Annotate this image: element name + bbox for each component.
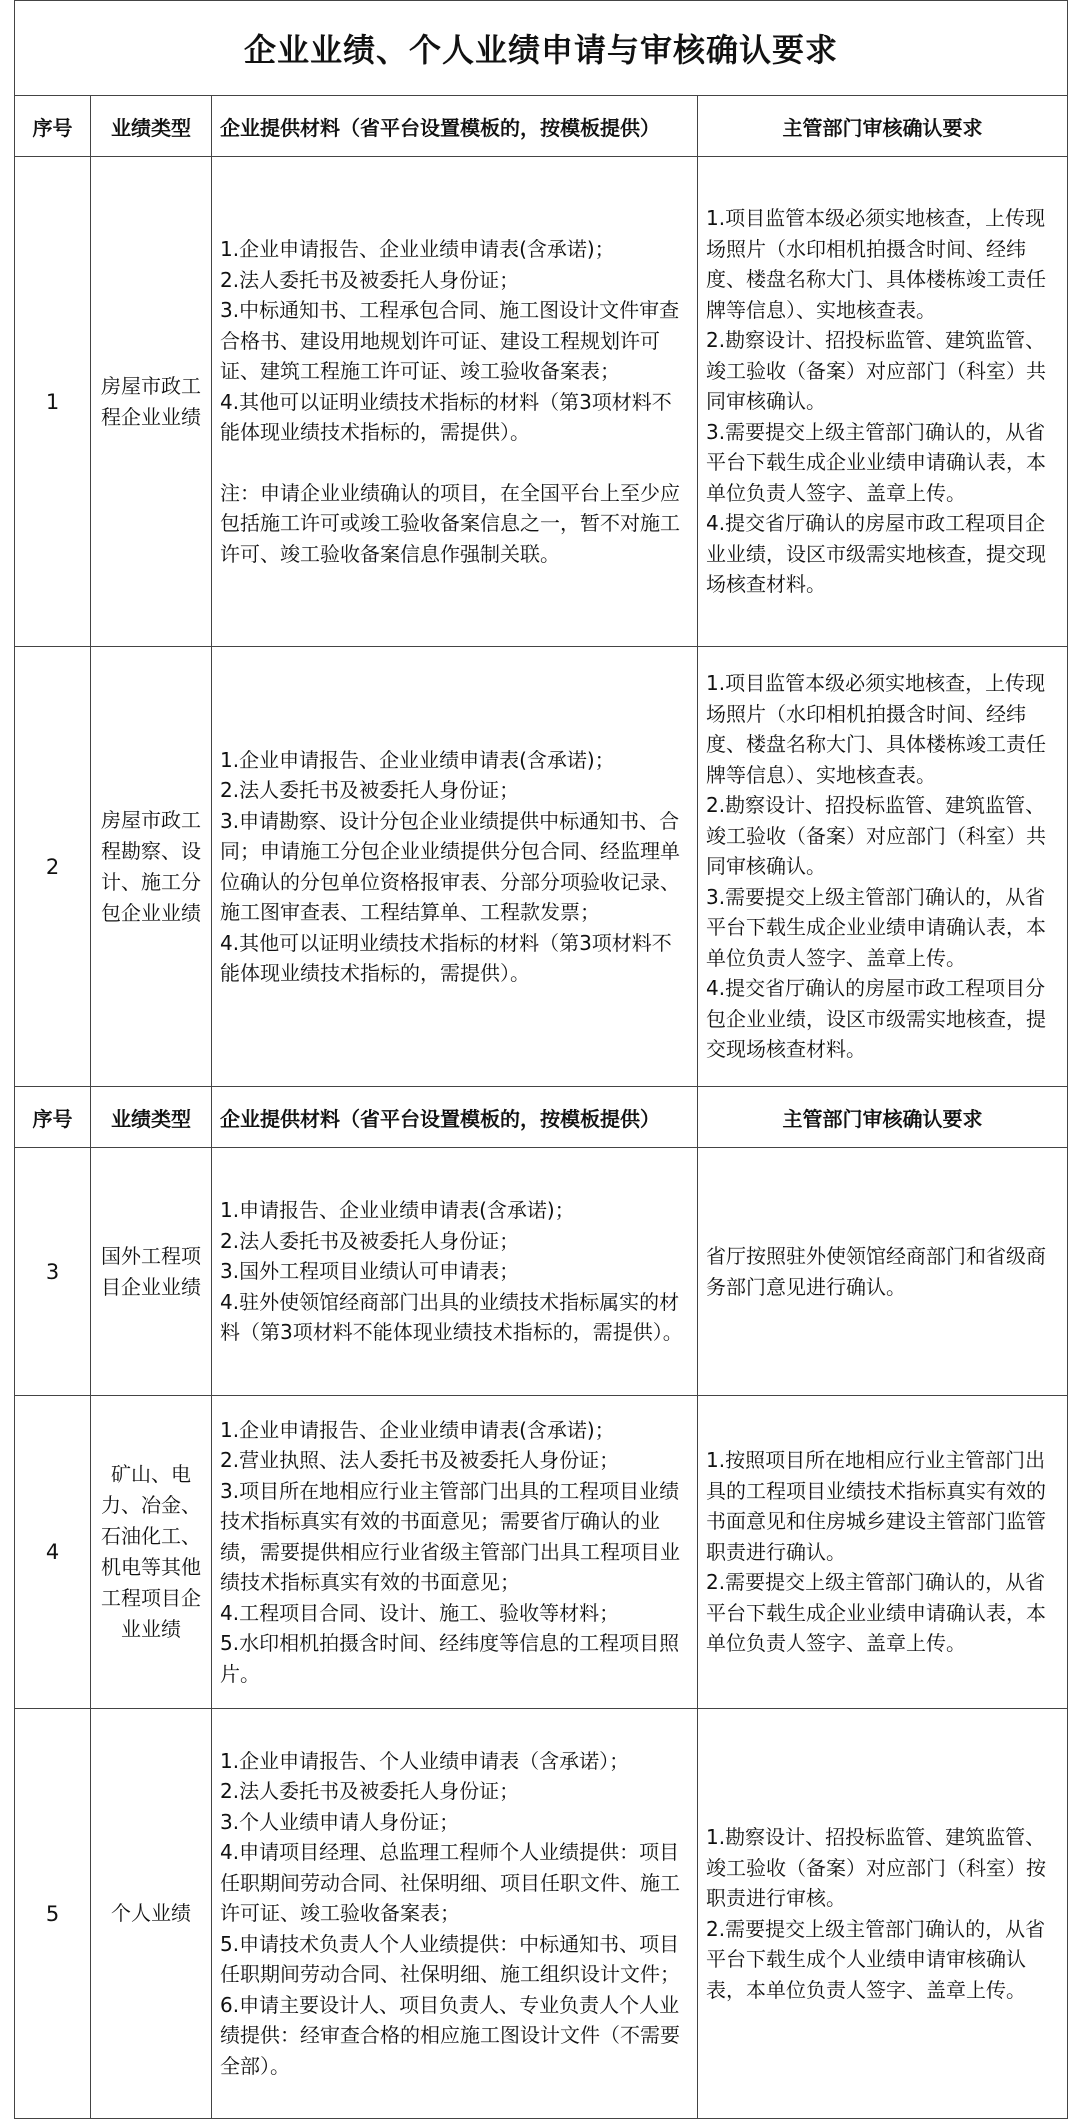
- table-row-2: [15, 647, 1068, 1087]
- material-item: 3.国外工程项目业绩认可申请表；: [220, 1259, 520, 1284]
- table-row-3: [15, 1148, 1068, 1396]
- material-item: 1.企业申请报告、企业业绩申请表(含承诺)；: [220, 747, 615, 772]
- material-item: 2.法人委托书及被委托人身份证；: [220, 267, 520, 292]
- material-item: 4.其他可以证明业绩技术指标的材料（第3项材料不能体现业绩技术指标的，需提供）。: [220, 930, 672, 985]
- row-materials: [212, 157, 698, 647]
- header-seq: 序号: [15, 96, 91, 157]
- table-row-5: [15, 1709, 1068, 2119]
- review-item: 2.勘察设计、招投标监管、建筑监管、竣工验收（备案）对应部门（科室）共同审核确认。: [706, 328, 1046, 414]
- material-item: 4.其他可以证明业绩技术指标的材料（第3项材料不能体现业绩技术指标的，需提供）。: [220, 389, 672, 444]
- row-seq: 2: [15, 647, 91, 1087]
- row-materials: [212, 647, 698, 1087]
- title-row: [15, 1, 1068, 96]
- header-row: [15, 96, 1068, 157]
- material-item: 1.企业申请报告、企业业绩申请表(含承诺)；: [220, 237, 615, 261]
- review-item: 省厅按照驻外使领馆经商部门和省级商务部门意见进行确认。: [706, 1244, 1046, 1299]
- page-title: 企业业绩、个人业绩申请与审核确认要求: [15, 1, 1068, 96]
- row-materials: [212, 1148, 698, 1396]
- row-review: [698, 1709, 1068, 2119]
- header-materials: 企业提供材料（省平台设置模板的，按模板提供）: [212, 1087, 698, 1148]
- material-item: 4.驻外使领馆经商部门出具的业绩技术指标属实的材料（第3项材料不能体现业绩技术指标的，需提供）。: [220, 1289, 683, 1345]
- row-type: 国外工程项目企业业绩: [91, 1148, 212, 1396]
- material-item: 2.法人委托书及被委托人身份证；: [220, 778, 520, 802]
- requirements-table: [14, 0, 1068, 2119]
- header-seq: 序号: [15, 1087, 91, 1148]
- row-materials: [212, 1709, 698, 2119]
- row-review: [698, 1148, 1068, 1396]
- row-review: [698, 1396, 1068, 1709]
- material-item: 1.企业申请报告、个人业绩申请表（含承诺）；: [220, 1748, 630, 1773]
- review-item: 1.项目监管本级必须实地核查，上传现场照片（水印相机拍摄含时间、经纬度、楼盘名称大门、具体楼栋竣工责任牌等信息）、实地核查表。: [706, 671, 1046, 787]
- material-item: 4.工程项目合同、设计、施工、验收等材料；: [220, 1600, 620, 1625]
- material-item: 5.申请技术负责人个人业绩提供：中标通知书、项目任职期间劳动合同、社保明细、施工组织设计文件；: [220, 1931, 680, 1987]
- header-type: 业绩类型: [91, 96, 212, 157]
- header-review: 主管部门审核确认要求: [698, 1087, 1068, 1148]
- material-item: 2.法人委托书及被委托人身份证；: [220, 1779, 520, 1804]
- document-sheet: [14, 0, 1067, 2119]
- review-item: 3.需要提交上级主管部门确认的，从省平台下载生成企业业绩申请确认表，本单位负责人签字、盖章上传。: [706, 419, 1046, 505]
- row-type: 矿山、电力、冶金、石油化工、机电等其他工程项目企业业绩: [91, 1396, 212, 1709]
- material-item: 1.申请报告、企业业绩申请表(含承诺)；: [220, 1198, 575, 1223]
- review-item: 2.需要提交上级主管部门确认的，从省平台下载生成企业业绩申请确认表，本单位负责人签字、盖章上传。: [706, 1570, 1046, 1656]
- material-item: 4.申请项目经理、总监理工程师个人业绩提供：项目任职期间劳动合同、社保明细、项目任职文件、施工许可证、竣工验收备案表；: [220, 1840, 680, 1926]
- material-note: 注：申请企业业绩确认的项目，在全国平台上至少应包括施工许可或竣工验收备案信息之一，暂不对施工许可、竣工验收备案信息作强制关联。: [220, 480, 680, 566]
- header-materials: 企业提供材料（省平台设置模板的，按模板提供）: [212, 96, 698, 157]
- row-review: [698, 647, 1068, 1087]
- header-row-repeat: [15, 1087, 1068, 1148]
- material-item: 2.法人委托书及被委托人身份证；: [220, 1228, 520, 1253]
- review-item: 2.需要提交上级主管部门确认的，从省平台下载生成个人业绩申请审核确认表，本单位负责人签字、盖章上传。: [706, 1916, 1046, 2002]
- material-item: 6.申请主要设计人、项目负责人、专业负责人个人业绩提供：经审查合格的相应施工图设计文件（不需要全部）。: [220, 1992, 680, 2078]
- review-item: 2.勘察设计、招投标监管、建筑监管、竣工验收（备案）对应部门（科室）共同审核确认。: [706, 793, 1046, 879]
- review-item: 4.提交省厅确认的房屋市政工程项目分包企业业绩，设区市级需实地核查，提交现场核查材料。: [706, 976, 1046, 1062]
- material-item: 1.企业申请报告、企业业绩申请表(含承诺)；: [220, 1417, 615, 1442]
- row-review: [698, 157, 1068, 647]
- row-seq: 5: [15, 1709, 91, 2119]
- row-materials: [212, 1396, 698, 1709]
- row-seq: 3: [15, 1148, 91, 1396]
- material-item: 3.申请勘察、设计分包企业业绩提供中标通知书、合同；申请施工分包企业业绩提供分包合同、经监理单位确认的分包单位资格报审表、分部分项验收记录、施工图审查表、工程结算单、工程款发票；: [220, 808, 680, 924]
- table-row-1: [15, 157, 1068, 647]
- material-item: 3.项目所在地相应行业主管部门出具的工程项目业绩技术指标真实有效的书面意见；需要省厅确认的业绩，需要提供相应行业省级主管部门出具工程项目业绩技术指标真实有效的书面意见；: [220, 1478, 680, 1595]
- review-item: 1.项目监管本级必须实地核查，上传现场照片（水印相机拍摄含时间、经纬度、楼盘名称大门、具体楼栋竣工责任牌等信息）、实地核查表。: [706, 206, 1046, 322]
- row-seq: 1: [15, 157, 91, 647]
- material-item: 3.中标通知书、工程承包合同、施工图设计文件审查合格书、建设用地规划许可证、建设工程规划许可证、建筑工程施工许可证、竣工验收备案表；: [220, 298, 680, 383]
- header-review: 主管部门审核确认要求: [698, 96, 1068, 157]
- review-item: 3.需要提交上级主管部门确认的，从省平台下载生成企业业绩申请确认表，本单位负责人签字、盖章上传。: [706, 884, 1046, 970]
- header-type: 业绩类型: [91, 1087, 212, 1148]
- row-seq: 4: [15, 1396, 91, 1709]
- review-item: 1.勘察设计、招投标监管、建筑监管、竣工验收（备案）对应部门（科室）按职责进行审核。: [706, 1825, 1046, 1910]
- table-row-4: [15, 1396, 1068, 1709]
- material-item: 5.水印相机拍摄含时间、经纬度等信息的工程项目照片。: [220, 1631, 680, 1686]
- review-item: 4.提交省厅确认的房屋市政工程项目企业业绩，设区市级需实地核查，提交现场核查材料。: [706, 511, 1046, 597]
- row-type: 房屋市政工程企业业绩: [91, 157, 212, 647]
- material-item: 3.个人业绩申请人身份证；: [220, 1809, 460, 1834]
- row-type: 房屋市政工程勘察、设计、施工分包企业业绩: [91, 647, 212, 1087]
- material-item: 2.营业执照、法人委托书及被委托人身份证；: [220, 1448, 620, 1473]
- row-type: 个人业绩: [91, 1709, 212, 2119]
- review-item: 1.按照项目所在地相应行业主管部门出具的工程项目业绩技术指标真实有效的书面意见和住房城乡建设主管部门监管职责进行确认。: [706, 1448, 1046, 1564]
